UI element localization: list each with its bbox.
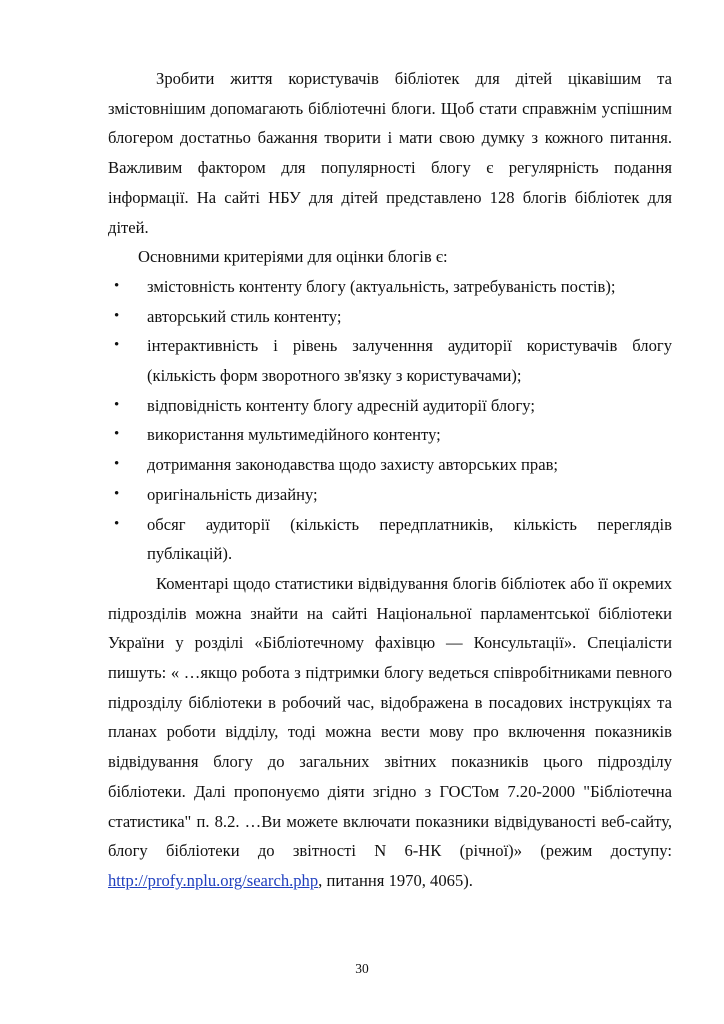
list-item-text: відповідність контенту блогу адресній аудиторії блогу;: [147, 395, 535, 415]
list-item: [108, 331, 672, 390]
list-item-text: оригінальність дизайну;: [147, 484, 318, 504]
comment-paragraph: [108, 569, 672, 896]
list-item: [108, 420, 672, 450]
bullet-icon: •: [114, 456, 120, 473]
list-item-text: обсяг аудиторії (кількість передплатників, кількість переглядів публікацій).: [147, 514, 672, 564]
nplu-search-link[interactable]: http://profy.nplu.org/search.php: [108, 870, 319, 890]
list-item-text: використання мультимедійного контенту;: [147, 425, 441, 445]
bullet-icon: •: [114, 277, 120, 294]
comment-text-after-link: , питання 1970, 4065).: [318, 870, 473, 890]
intro-paragraph: Зробити життя користувачів бібліотек для дітей цікавішим та змістовнішим допомагають бібліотечні блоги. Щоб стати справжнім успішним блогером достатньо бажання творити і мати свою думку з кожного питання. Важливим фактором для популярності блогу є регулярність подання інформації. На сайті НБУ для дітей представлено 128 блогів бібліотек для дітей.: [108, 69, 672, 237]
list-item: [108, 391, 672, 421]
comment-text-before-link: Коментарі щодо статистики відвідування блогів бібліотек або її окремих підрозділів можна знайти на сайті Національної парламентської бібліотеки України у розділі «Бібліотечному фахівцю — Консультації». Спеціалісти пишуть: « …якщо робота з підтримки блогу ведеться співробітниками певного підрозділу бібліотеки в робочий час, відображена в посадових інструкціях та планах роботи відділу, тоді можна вести мову про включення показників відвідування блогу до загальних звітних показників цього підрозділу бібліотеки. Далі пропонуємо діяти згідно з ГОСТом 7.20-2000 "Бібліотечна статистика" п. 8.2. …Ви можете включати показники відвідуваності веб-сайту, блогу бібліотеки до звітності N 6-НК (річної)» (режим доступу:: [108, 573, 672, 861]
list-item-text: змістовність контенту блогу (актуальність, затребуваність постів);: [147, 276, 616, 296]
list-item-text: дотримання законодавства щодо захисту авторських прав;: [147, 455, 559, 475]
list-item: [108, 302, 672, 332]
bullet-icon: •: [114, 337, 120, 354]
list-item: [108, 272, 672, 302]
page-number: 30: [355, 961, 369, 976]
bullet-icon: •: [114, 515, 120, 532]
list-item: [108, 480, 672, 510]
list-item-text: інтерактивність і рівень залученння аудиторії користувачів блогу (кількість форм зворотного зв'язку з користувачами);: [147, 336, 672, 386]
list-item-text: авторський стиль контенту;: [147, 306, 342, 326]
criteria-list: [108, 272, 672, 569]
list-item: [108, 450, 672, 480]
bullet-icon: •: [114, 426, 120, 443]
bullet-icon: •: [114, 307, 120, 324]
criteria-heading: Основними критеріями для оцінки блогів є:: [138, 247, 448, 267]
list-item: [108, 510, 672, 569]
bullet-icon: •: [114, 396, 120, 413]
bullet-icon: •: [114, 485, 120, 502]
document-body: [108, 64, 672, 896]
